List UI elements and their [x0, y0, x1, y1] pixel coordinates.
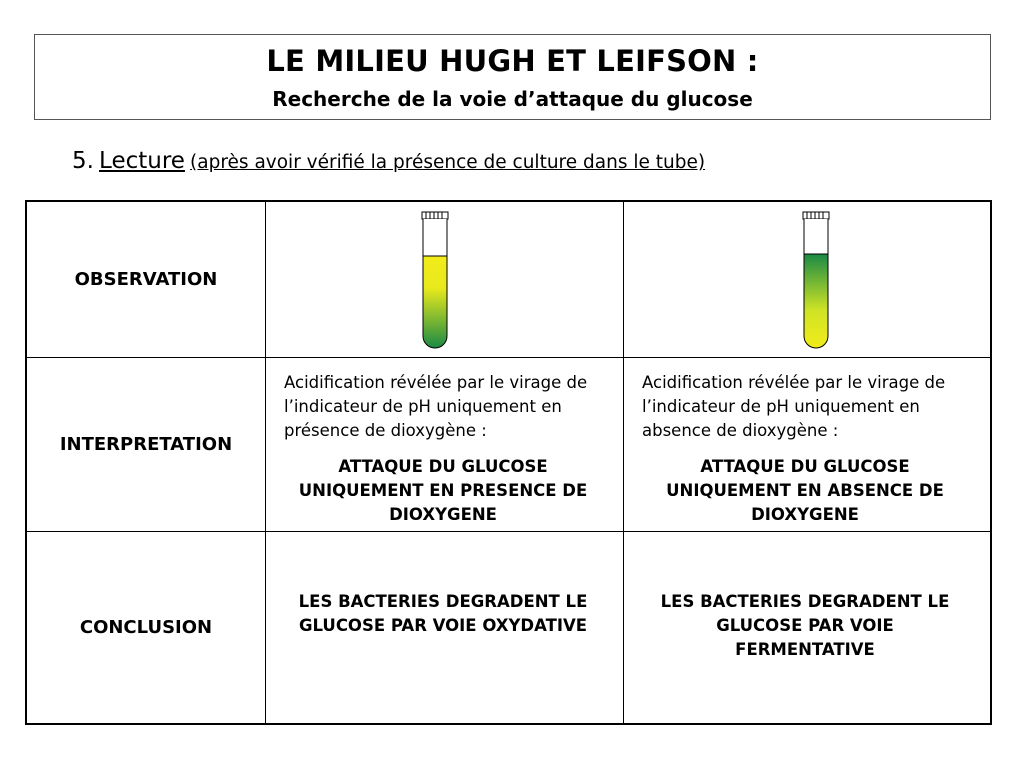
interpretation-result-2: ATTAQUE DU GLUCOSE UNIQUEMENT EN ABSENCE DE DIOXYGENE — [666, 457, 944, 524]
interpretation-desc-1: Acidification révélée par le virage de l’indicateur de pH uniquement en présence de dioxygène : — [284, 373, 588, 440]
interpretation-result-1: ATTAQUE DU GLUCOSE UNIQUEMENT EN PRESENCE DE DIOXYGENE — [298, 457, 588, 524]
title-box — [34, 34, 991, 120]
row-label-observation-text: OBSERVATION — [74, 269, 218, 290]
row-label-interpretation — [27, 358, 266, 532]
section-number: 5. — [72, 148, 94, 174]
section-note: (après avoir vérifié la présence de culture dans le tube) — [190, 152, 706, 173]
conclusion-text-1: LES BACTERIES DEGRADENT LE GLUCOSE PAR VOIE OXYDATIVE — [298, 592, 588, 635]
section-heading — [72, 148, 705, 174]
row-label-interpretation-text: INTERPRETATION — [59, 434, 233, 455]
observation-cell-1 — [266, 202, 624, 358]
interpretation-cell-2 — [624, 358, 990, 532]
interpretation-cell-1 — [266, 358, 624, 532]
conclusion-cell-2 — [624, 532, 990, 723]
conclusion-text-2: LES BACTERIES DEGRADENT LE GLUCOSE PAR VOIE FERMENTATIVE — [660, 592, 950, 659]
test-tube-1 — [420, 210, 452, 352]
section-title: Lecture — [99, 148, 185, 174]
observation-cell-2 — [624, 202, 990, 358]
row-label-conclusion — [27, 532, 266, 723]
results-table — [25, 200, 992, 725]
conclusion-cell-1 — [266, 532, 624, 723]
test-tube-2 — [801, 210, 833, 352]
page-title: LE MILIEU HUGH ET LEIFSON : — [266, 44, 759, 78]
row-label-conclusion-text: CONCLUSION — [79, 617, 213, 638]
interpretation-desc-2: Acidification révélée par le virage de l’indicateur de pH uniquement en absence de dioxygène : — [642, 373, 946, 440]
row-label-observation — [27, 202, 266, 358]
page-subtitle: Recherche de la voie d’attaque du glucose — [272, 87, 753, 111]
